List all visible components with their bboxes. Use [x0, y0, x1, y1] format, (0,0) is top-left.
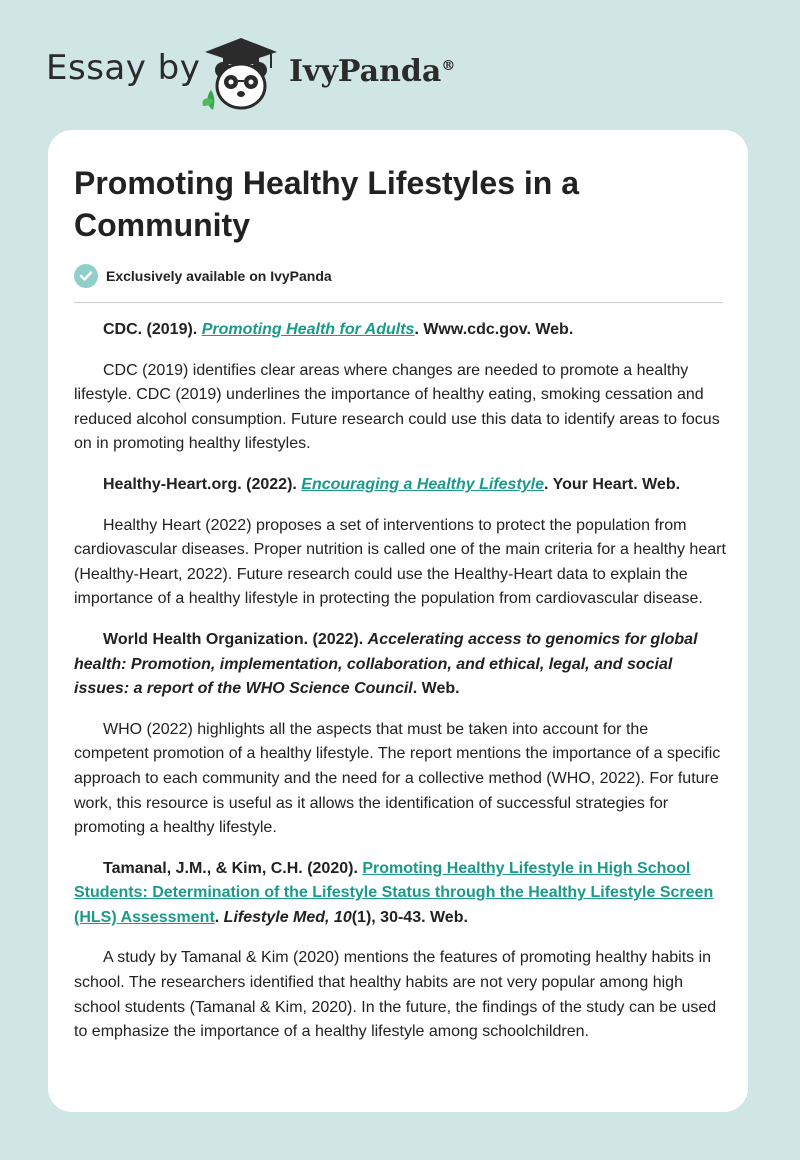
reference-entry: World Health Organization. (2022). Accelerating access to genomics for global health: Promotion, implementation, collaboration, and ethical, legal, and social issues: a report of the WHO Science Council. Web. [74, 630, 698, 698]
checkmark-icon [74, 264, 98, 288]
annotation-paragraph: WHO (2022) highlights all the aspects that must be taken into account for the competent promotion of a healthy lifestyle. The report mentions the importance of a specific approach to each community and the need for a collective method (WHO, 2022). For future work, this resource is useful as it allows the identification of successful strategies for promoting a healthy lifestyle. [74, 720, 721, 837]
reference-entry: Healthy-Heart.org. (2022). Encouraging a Healthy Lifestyle. Your Heart. Web. [103, 475, 681, 493]
annotation-paragraph: A study by Tamanal & Kim (2020) mentions the features of promoting healthy habits in school. The researchers identified that healthy habits are not very popular among high school students (Tamanal & Kim, 2020). In the future, the findings of the study can be used to emphasize the importance of a healthy lifestyle among schoolchildren. [74, 949, 717, 1041]
reference-link[interactable]: Promoting Health for Adults [201, 321, 415, 338]
journal-name: Lifestyle Med, 10 [223, 908, 352, 926]
page-title: Promoting Healthy Lifestyles in a Community [74, 165, 579, 243]
divider [74, 302, 723, 303]
site-header [46, 34, 546, 114]
reference-title: Accelerating access to genomics for global health: Promotion, implementation, collaboration, and ethical, legal, and social issues: a report of the WHO Science Council [74, 630, 698, 698]
annotation-paragraph: Healthy Heart (2022) proposes a set of interventions to protect the population from cardiovascular diseases. Proper nutrition is called one of the main criteria for a healthy heart (Healthy-Heart, 2022). Future research could use the Healthy-Heart data to explain the importance of a healthy lifestyle in protecting the population from cardiovascular disease. [74, 516, 726, 608]
essay-by-label: Essay by [46, 48, 201, 88]
reference-entry: Tamanal, J.M., & Kim, C.H. (2020). Promoting Healthy Lifestyle in High School Students: Determination of the Lifestyle Status through the Healthy Lifestyle Screen (HLS) Assessment. Lifestyle Med, 10(1), 30-43. Web. [74, 859, 714, 926]
panda-logo-icon[interactable] [201, 34, 281, 114]
badge-label: Exclusively available on IvyPanda [106, 268, 332, 284]
essay-card [48, 130, 748, 1112]
brand-name[interactable]: IvyPanda® [289, 54, 456, 89]
annotation-paragraph: CDC (2019) identifies clear areas where changes are needed to promote a healthy lifestyle. CDC (2019) underlines the importance of healthy eating, smoking cessation and reduced alcohol consumption. Future research could use this data to identify areas to focus on in promoting healthy lifestyles. [74, 361, 720, 453]
essay-body [74, 318, 726, 1061]
reference-link[interactable]: Encouraging a Healthy Lifestyle [301, 475, 545, 493]
reference-entry: CDC. (2019). Promoting Health for Adults. Www.cdc.gov. Web. [103, 321, 574, 338]
reference-link[interactable]: Promoting Healthy Lifestyle in High School Students: Determination of the Lifestyle Status through the Healthy Lifestyle Screen (HLS) Assessment [74, 859, 714, 926]
exclusive-badge [74, 264, 332, 288]
